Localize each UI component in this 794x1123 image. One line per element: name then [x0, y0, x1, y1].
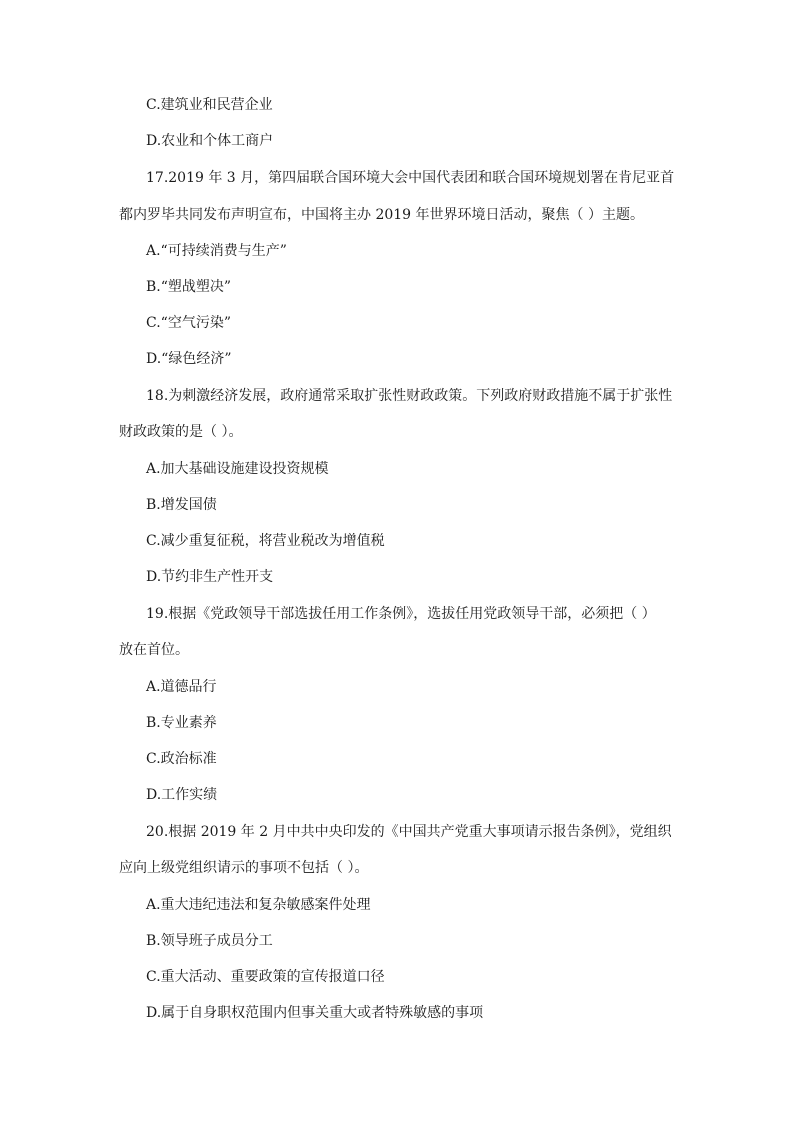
question-17-text-line-1: 17.2019 年 3 月，第四届联合国环境大会中国代表团和联合国环境规划署在肯尼亚首: [146, 170, 675, 186]
question-17-option-c: C.“空气污染”: [146, 315, 231, 331]
question-18-option-b: B.增发国债: [146, 497, 217, 513]
question-18-option-d: D.节约非生产性开支: [146, 569, 274, 585]
prev-option-d: D.农业和个体工商户: [146, 133, 274, 149]
question-18-option-c: C.减少重复征税，将营业税改为增值税: [146, 533, 385, 549]
question-19-text-line-2: 放在首位。: [119, 642, 189, 658]
question-19-option-b: B.专业素养: [146, 715, 217, 731]
question-20-option-c: C.重大活动、重要政策的宣传报道口径: [146, 969, 385, 985]
question-20-text-line-2: 应向上级党组织请示的事项不包括（ ）。: [119, 860, 369, 876]
question-17-option-a: A.“可持续消费与生产”: [146, 243, 287, 259]
prev-option-c: C.建筑业和民营企业: [146, 97, 273, 113]
question-19-option-a: A.道德品行: [146, 679, 217, 695]
question-17-option-b: B.“塑战塑决”: [146, 279, 232, 295]
question-20-text-line-1: 20.根据 2019 年 2 月中共中央印发的《中国共产党重大事项请示报告条例》，党组织: [146, 824, 672, 840]
question-18-text-line-1: 18.为刺激经济发展，政府通常采取扩张性财政政策。下列政府财政措施不属于扩张性: [146, 388, 673, 404]
question-17-text-line-2: 都内罗毕共同发布声明宣布，中国将主办 2019 年世界环境日活动，聚焦（ ）主题。: [119, 207, 644, 223]
question-18-text-line-2: 财政政策的是（ ）。: [119, 424, 243, 440]
question-20-option-a: A.重大违纪违法和复杂敏感案件处理: [146, 897, 371, 913]
question-20-option-b: B.领导班子成员分工: [146, 933, 273, 949]
question-20-option-d: D.属于自身职权范围内但事关重大或者特殊敏感的事项: [146, 1005, 484, 1021]
question-19-option-d: D.工作实绩: [146, 787, 218, 803]
question-18-option-a: A.加大基础设施建设投资规模: [146, 461, 329, 477]
question-17-option-d: D.“绿色经济”: [146, 351, 232, 367]
question-19-text-line-1: 19.根据《党政领导干部选拔任用工作条例》，选拔任用党政领导干部，必须把（ ）: [146, 606, 656, 622]
question-19-option-c: C.政治标准: [146, 751, 217, 767]
